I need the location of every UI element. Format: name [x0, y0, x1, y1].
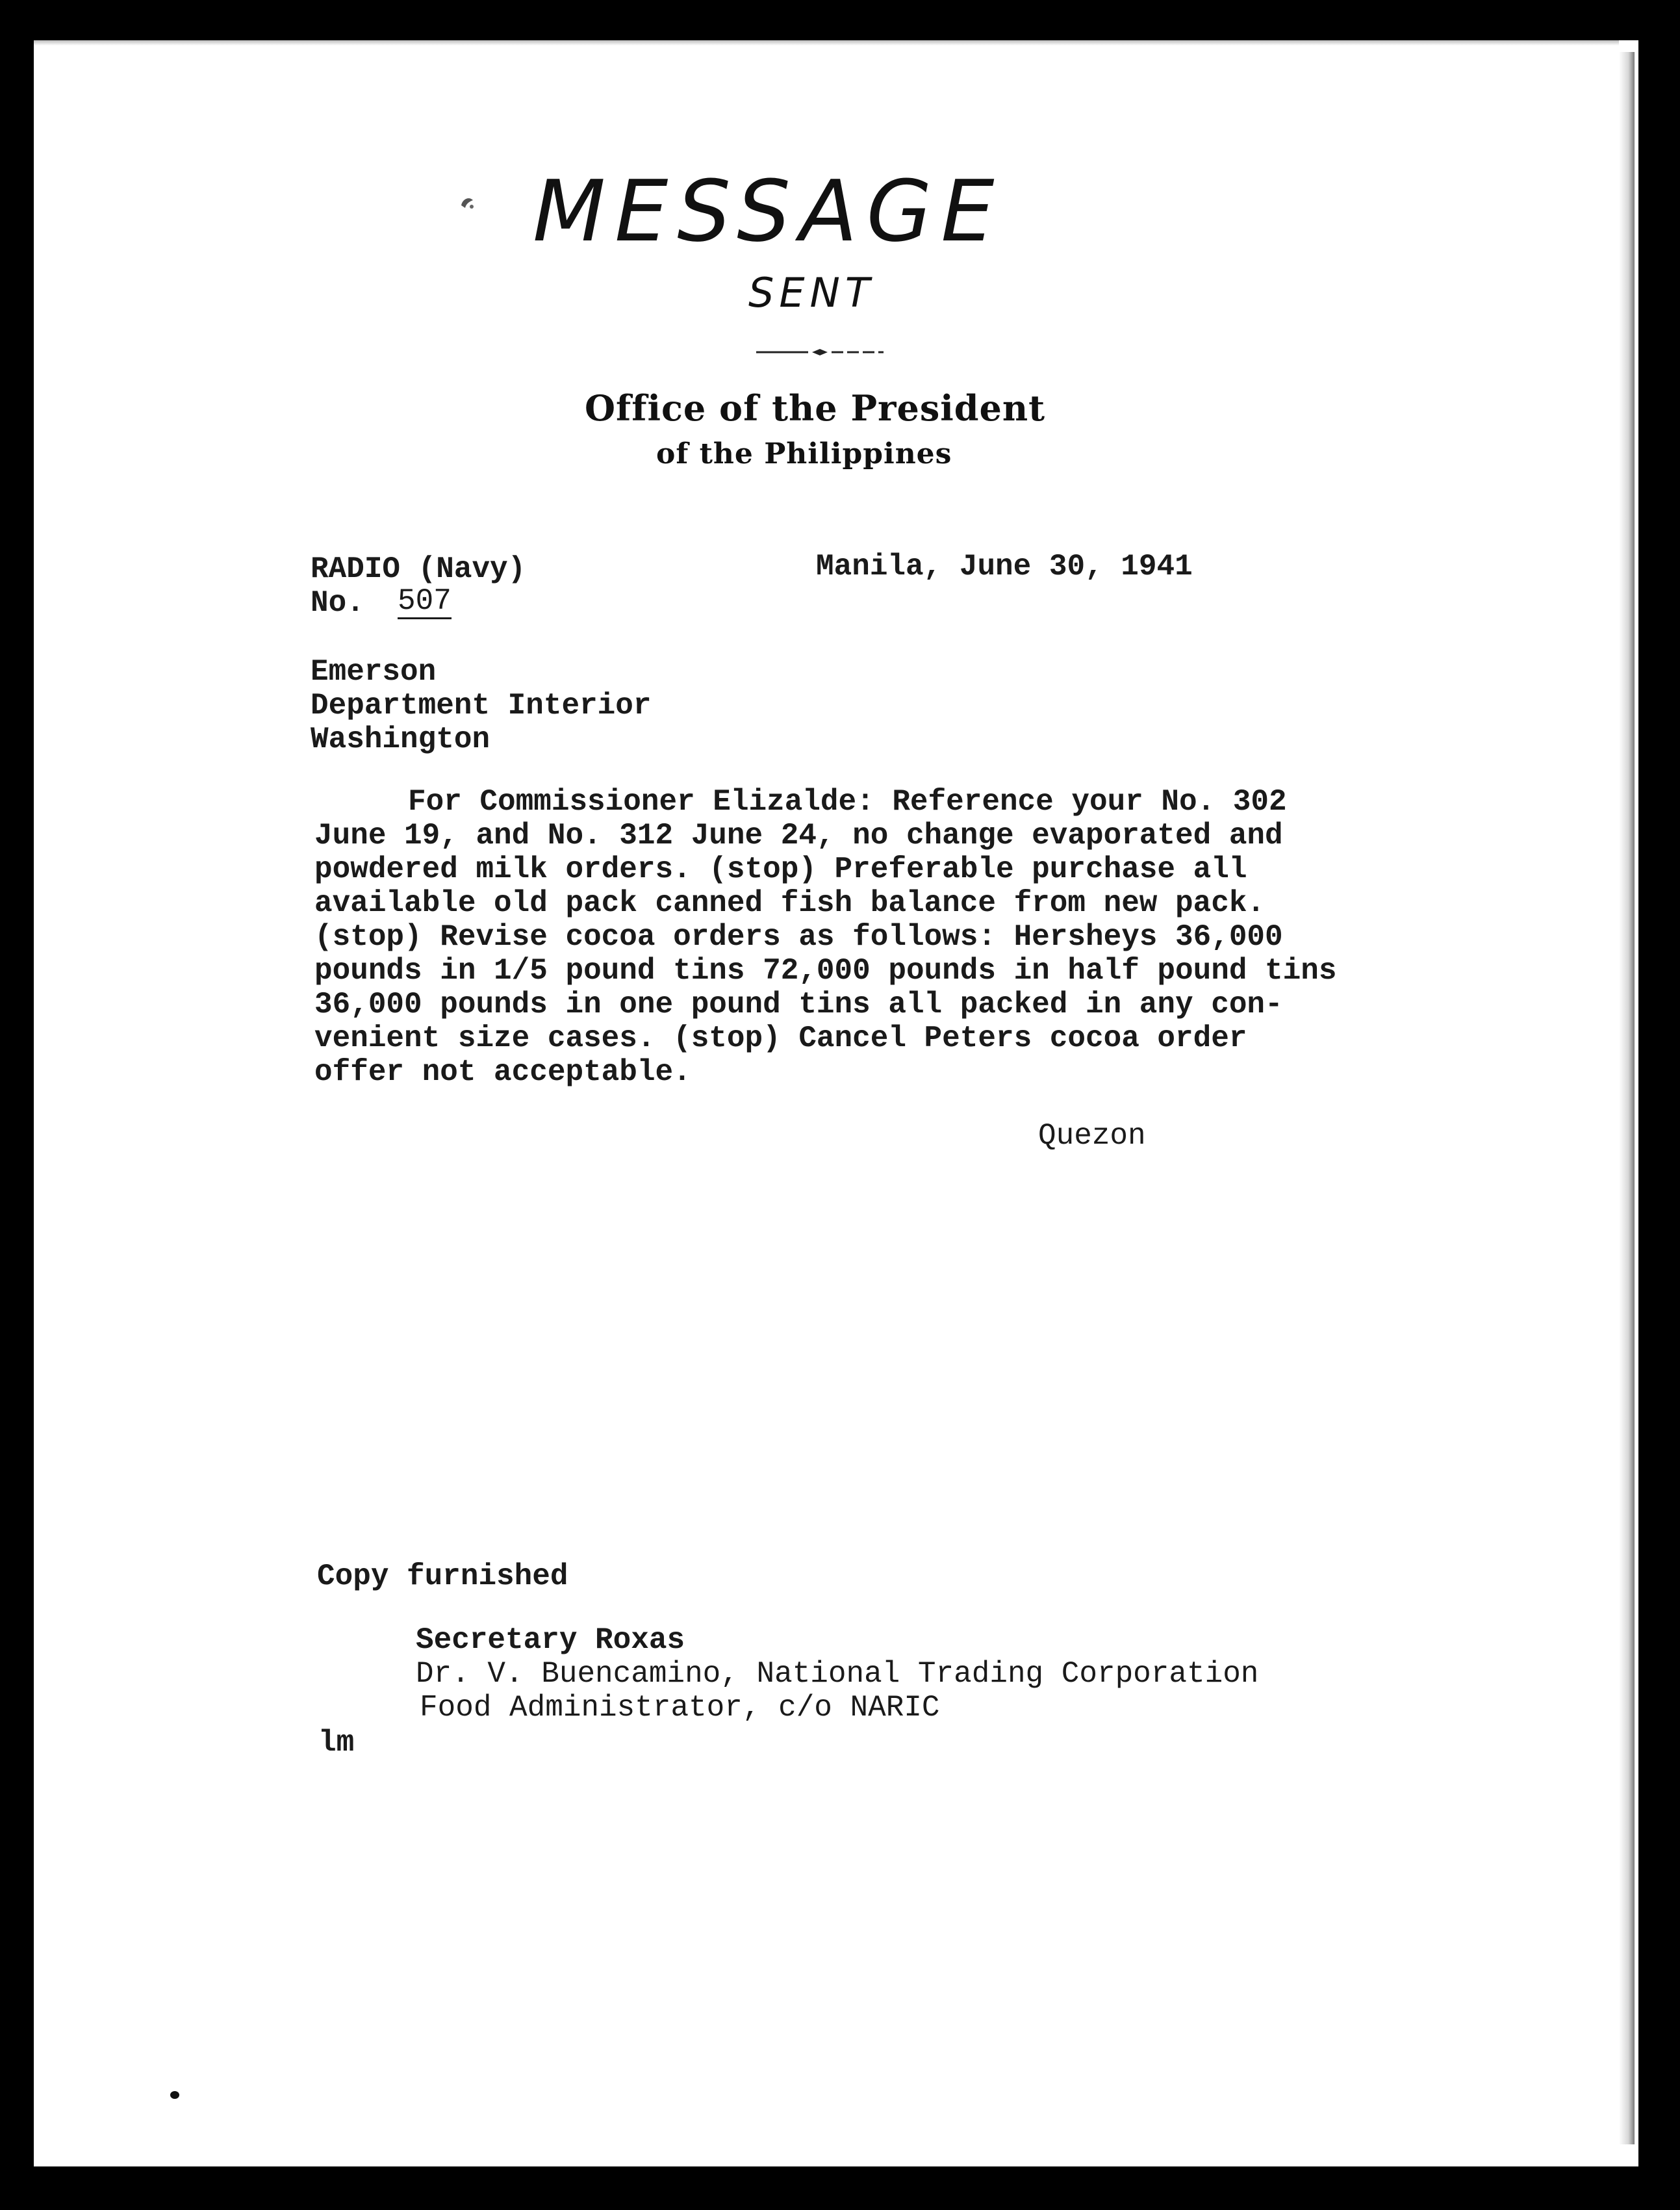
typist-initials: lm — [318, 1726, 355, 1760]
ornament-rule-icon — [756, 348, 884, 356]
ink-dot-icon — [170, 2091, 179, 2099]
copy-recipient: Dr. V. Buencamino, National Trading Corporation — [416, 1657, 1259, 1691]
message-number-label: No. — [311, 586, 364, 620]
body-line: (stop) Revise cocoa orders as follows: Hersheys 36,000 — [314, 920, 1283, 954]
body-line: venient size cases. (stop) Cancel Peters cocoa order — [314, 1021, 1247, 1055]
addressee-department: Department Interior — [311, 689, 652, 723]
body-line: available old pack canned fish balance from new pack. — [314, 886, 1266, 920]
letterhead-title: MESSAGE — [533, 162, 1004, 261]
ink-speck-icon — [459, 195, 477, 212]
addressee-name: Emerson — [311, 655, 437, 689]
document-page — [34, 40, 1638, 2166]
body-line: pounds in 1/5 pound tins 72,000 pounds in half pound tins — [314, 954, 1337, 988]
page-right-edge — [1619, 52, 1635, 2144]
body-line: June 19, and No. 312 June 24, no change evaporated and — [314, 819, 1283, 853]
letterhead-country: of the Philippines — [656, 437, 952, 470]
body-line: 36,000 pounds in one pound tins all packed in any con- — [314, 988, 1283, 1021]
body-line: offer not acceptable. — [314, 1055, 691, 1089]
letterhead-subtitle: SENT — [748, 269, 875, 316]
place-date: Manila, June 30, 1941 — [816, 550, 1193, 584]
copy-recipient: Secretary Roxas — [416, 1623, 685, 1657]
transmission-type: RADIO (Navy) — [311, 552, 526, 586]
body-line: powdered milk orders. (stop) Preferable purchase all — [314, 853, 1247, 886]
signature: Quezon — [1038, 1119, 1146, 1153]
body-line: For Commissioner Elizalde: Reference your No. 302 — [408, 785, 1287, 819]
copy-recipient: Food Administrator, c/o NARIC — [420, 1691, 940, 1725]
page-top-edge — [34, 40, 1619, 45]
copy-furnished-heading: Copy furnished — [317, 1560, 568, 1593]
letterhead-office: Office of the President — [585, 387, 1046, 429]
message-number: 507 — [398, 584, 452, 618]
addressee-city: Washington — [311, 723, 490, 756]
